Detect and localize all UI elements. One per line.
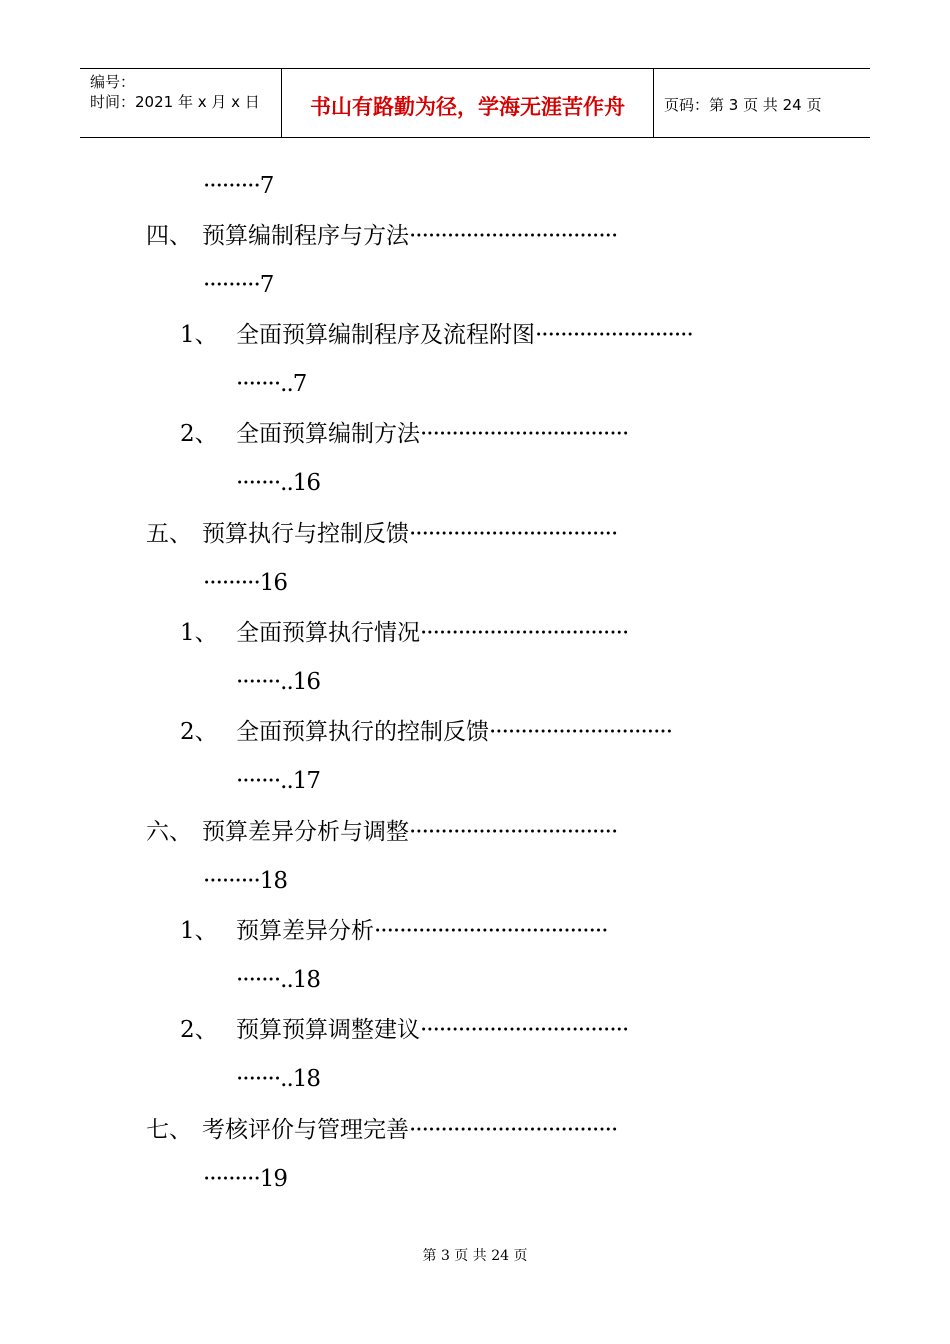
toc-entry-number: 1、 [180,620,218,646]
toc-leader-dots: ························· [535,322,693,348]
toc-continuation: ·········7 [203,173,274,199]
toc-entry-page: ·········18 [203,868,288,894]
toc-entry-number: 六、 [146,819,192,845]
toc-entry-page: ·······..18 [236,1066,321,1092]
toc-entry-number: 1、 [180,322,218,348]
toc-entry-page: ·······..16 [236,669,321,695]
toc-leader-dots: ································· [409,819,618,845]
page-info: 页码：第 3 页 共 24 页 [664,96,822,114]
toc-leader-dots: ································· [409,223,618,249]
toc-entry-subsection[interactable] [180,320,693,350]
toc-leader-dots: ····························· [489,719,673,745]
toc-entry-page: ·······..7 [236,371,307,397]
toc-entry-title: 预算执行与控制反馈 [202,521,409,547]
toc-entry-number: 五、 [146,521,192,547]
toc-leader-dots: ································· [420,1017,629,1043]
toc-leader-dots: ····································· [374,918,608,944]
date-label: 时间：2021 年 x 月 x 日 [90,93,260,111]
toc-entry-number: 四、 [146,223,192,249]
toc-entry-title: 预算预算调整建议 [236,1017,420,1043]
toc-entry-title: 预算差异分析与调整 [202,819,409,845]
toc-entry-title: 预算差异分析 [236,918,374,944]
toc-entry-subsection[interactable] [180,717,672,747]
code-label: 编号： [90,73,136,91]
toc-entry-subsection[interactable] [180,618,628,648]
toc-entry-page: ·······..16 [236,470,321,496]
toc-entry-number: 2、 [180,719,218,745]
toc-leader-dots: ································· [420,421,629,447]
toc-entry-section[interactable] [146,817,617,847]
toc-entry-title: 全面预算执行情况 [236,620,420,646]
toc-entry-section[interactable] [146,519,617,549]
toc-entry-title: 预算编制程序与方法 [202,223,409,249]
toc-entry-number: 七、 [146,1117,192,1143]
toc-entry-number: 1、 [180,918,218,944]
toc-entry-number: 2、 [180,421,218,447]
toc-entry-title: 全面预算执行的控制反馈 [236,719,489,745]
toc-entry-page: ·········7 [203,272,274,298]
toc-entry-subsection[interactable] [180,419,628,449]
toc-leader-dots: ································· [409,521,618,547]
toc-entry-number: 2、 [180,1017,218,1043]
toc-leader-dots: ································· [409,1117,618,1143]
toc-entry-page: ·········16 [203,570,288,596]
toc-entry-section[interactable] [146,1115,617,1145]
toc-entry-subsection[interactable] [180,1015,628,1045]
toc-entry-page: ·······..18 [236,967,321,993]
toc-entry-title: 全面预算编制方法 [236,421,420,447]
toc-entry-page: ·········19 [203,1166,288,1192]
toc-entry-title: 考核评价与管理完善 [202,1117,409,1143]
toc-entry-page: ·······..17 [236,768,321,794]
toc-leader-dots: ································· [420,620,629,646]
page-footer: 第 3 页 共 24 页 [422,1248,528,1264]
toc-entry-subsection[interactable] [180,916,608,946]
toc-entry-title: 全面预算编制程序及流程附图 [236,322,535,348]
toc-entry-section[interactable] [146,221,617,251]
motto-text: 书山有路勤为径，学海无涯苦作舟 [310,95,625,119]
